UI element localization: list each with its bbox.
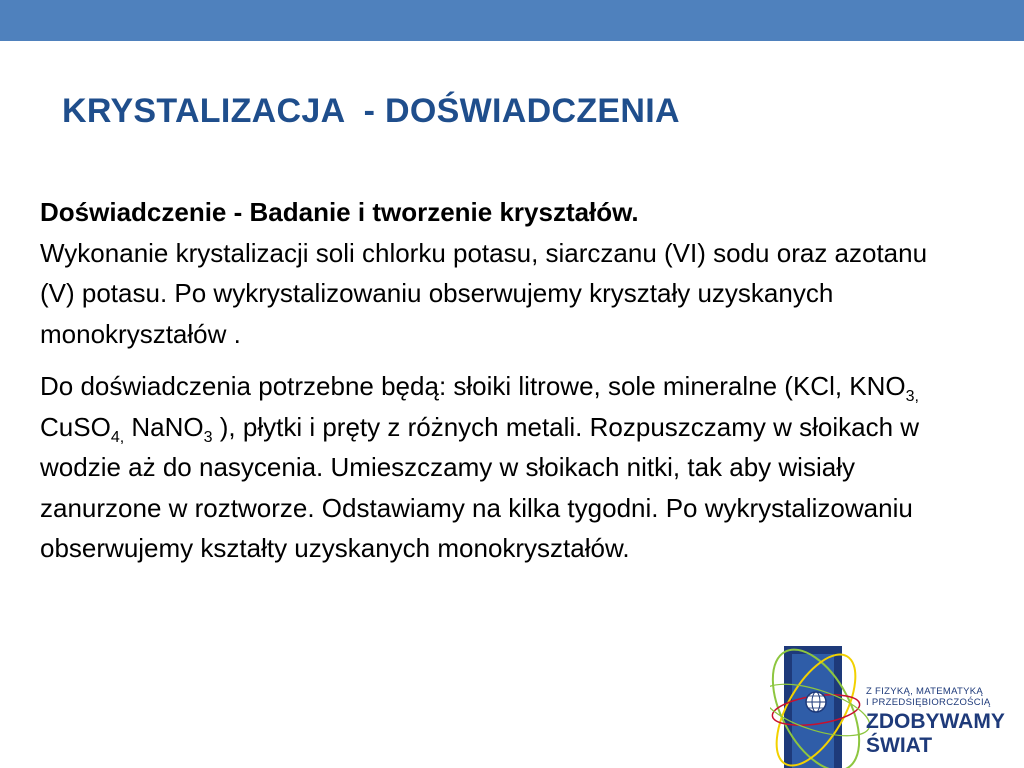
- paragraph-1-body: Wykonanie krystalizacji soli chlorku potasu, siarczanu (VI) sodu oraz azotanu (V) potasu. Po wykrystalizowaniu obserwujemy kryształy uzyskanych monokryształów .: [40, 237, 928, 349]
- logo-name-line2: ŚWIAT: [866, 734, 933, 757]
- logo-tagline-line1: Z FIZYKĄ, MATEMATYKĄ: [866, 686, 984, 697]
- paragraph-2-text-c: NaNO: [124, 411, 204, 442]
- logo-name-line1: ZDOBYWAMY: [866, 710, 1005, 733]
- top-accent-bar: [0, 0, 1024, 41]
- subscript-nano3: 3: [203, 428, 213, 446]
- slide-content: [40, 192, 940, 581]
- subscript-kno3: 3,: [905, 388, 919, 405]
- paragraph-2-text-d: ), płytki i pręty z różnych metali. Rozpuszczamy w słoikach w wodzie aż do nasycenia. Umieszczamy w słoikach nitki, tak aby wisiały zanurzone w roztworze. Odstawiamy na kilka tygodni. Po wykrystalizowaniu obserwujemy kształty uzyskanych monokryształów.: [40, 411, 920, 563]
- paragraph-1-lead: Doświadczenie - Badanie i tworzenie kryształów.: [40, 197, 639, 227]
- paragraph-2: [40, 366, 940, 569]
- subscript-cuso4: 4,: [110, 428, 125, 446]
- project-logo: [770, 624, 1024, 768]
- logo-tagline-line2: I PRZEDSIĘBIORCZOŚCIĄ: [866, 697, 991, 708]
- paragraph-1: [40, 192, 940, 354]
- slide-title: KRYSTALIZACJA - DOŚWIADCZENIA: [62, 92, 680, 130]
- paragraph-2-text-a: Do doświadczenia potrzebne będą: słoiki litrowe, sole mineralne (KCl, KNO: [40, 371, 906, 401]
- paragraph-2-text-b: CuSO: [40, 411, 111, 442]
